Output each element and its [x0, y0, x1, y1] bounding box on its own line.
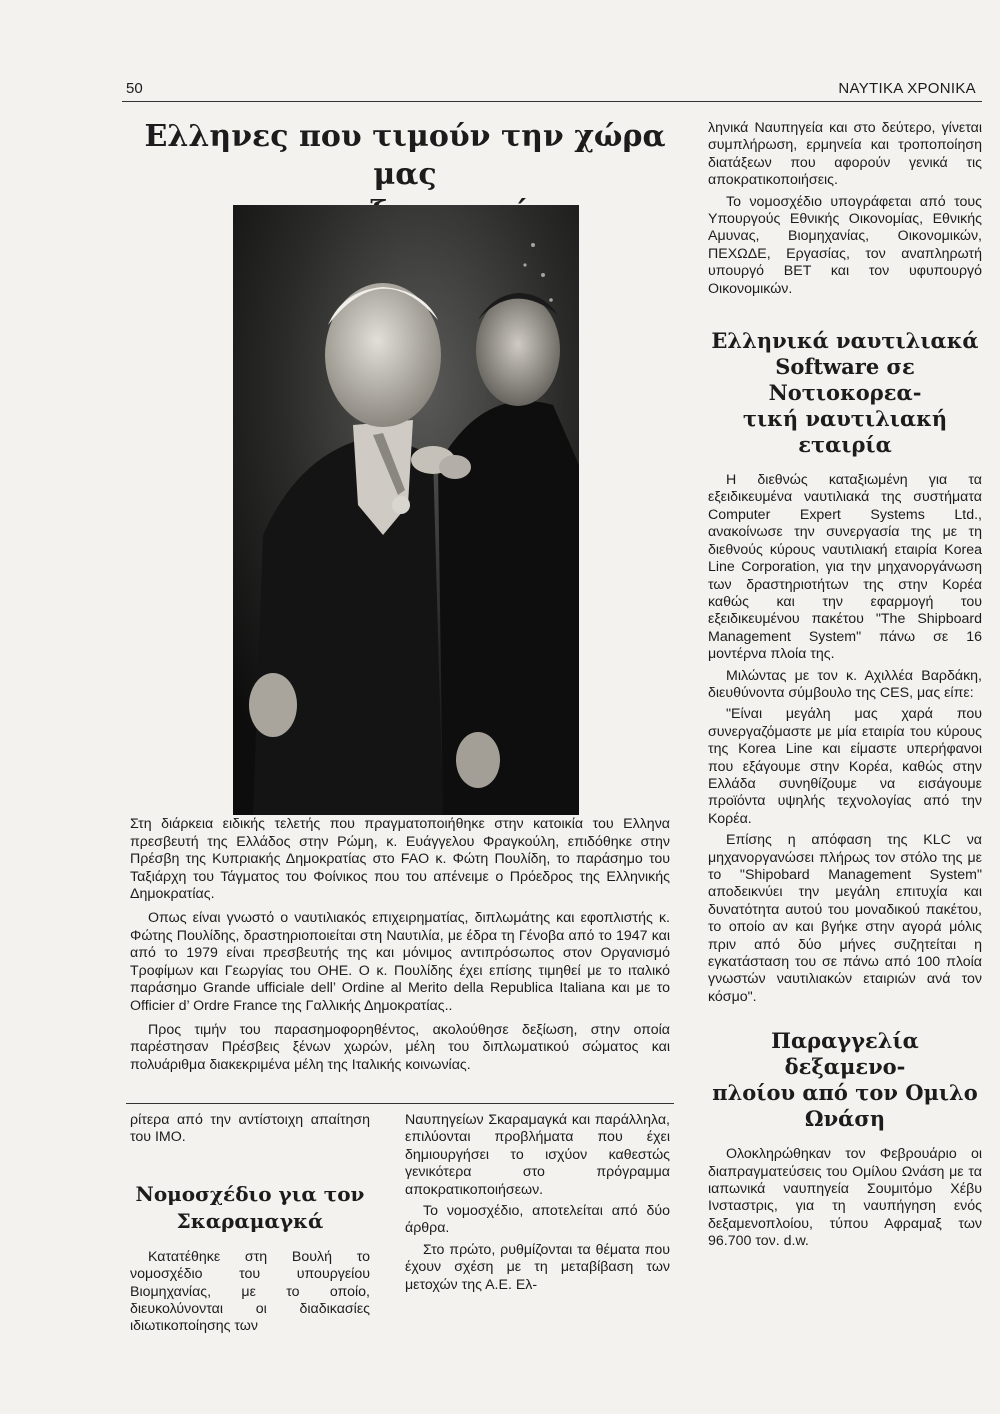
bill-signers-paragraph: Το νομοσχέδιο υπογράφεται από τους Υπουργούς Εθνικής Οικονομίας, Εθνικής Αμυνας, Βιομηχανίας, Οικονομικών, ΠΕΧΩΔΕ, Εργασίας, τον αναπληρωτή υπουργό ΒΕΤ και τον υφυπουργό Οικονομικών.: [708, 193, 982, 297]
main-article-paragraph-2: Οπως είναι γνωστό ο ναυτιλιακός επιχειρηματίας, διπλωμάτης και εφοπλιστής κ. Φώτης Πουλίδης, δραστηριοποιείται στη Ναυτιλία, με έδρα τη Γένοβα από το 1947 και από το 1979 είναι πρεσβευτής της και μόνιμος αντιπρόσωπος στον Οργανισμό Τροφίμων και Γεωργίας του ΟΗΕ. Ο κ. Πουλίδης έχει επίσης τιμηθεί με το ιταλικό παράσημο Grande ufficiale dell’ Ordine al Merito della Republica Italiana και με το Officier d’ Ordre France της Γαλλικής Δημοκρατίας..: [130, 909, 670, 1014]
software-paragraph-2: Μιλώντας με τον κ. Αχιλλέα Βαρδάκη, διευθύνοντα σύμβουλο της CES, μας είπε:: [708, 667, 982, 701]
software-heading-line-2: Software σε Νοτιοκορεα-: [768, 354, 922, 406]
onassis-heading-line-2: πλοίου από τον Ομιλο: [712, 1080, 978, 1106]
skaramagka-heading: [130, 1181, 370, 1235]
software-heading-line-1: Ελληνικά ναυτιλιακά: [711, 328, 979, 354]
main-article-paragraph-3: Προς τιμήν του παρασημοφορηθέντος, ακολούθησε δεξίωση, στην οποία παρέστησαν Πρέσβεις ξένων χωρών, μέλη του διπλωματικού σώματος και πολυάριθμα διακεκριμένα μέλη της Ιταλικής κοινωνίας.: [130, 1021, 670, 1073]
software-paragraph-4: Επίσης η απόφαση της KLC να μηχανοργανώσει πλήρως τον στόλο της με το "Shipobard Management System" αποδεικνύει την μεγάλη επιτυχία και δυνατότητα αυτού του μοναδικού πακέτου, το οποίο αν και βγήκε στην αγορά μόλις πριν από δύο μήνες συζητείται η εγκατάσταση του σε πάνω από 100 πλοία γνωστών ναυτιλιακών εταιριών ανά τον κόσμο".: [708, 832, 982, 1005]
section-divider: [126, 1103, 674, 1104]
right-column: [708, 120, 982, 1255]
ceremony-photo: [233, 205, 579, 815]
skaramagka-paragraph-2: Ναυπηγείων Σκαραμαγκά και παράλληλα, επιλύονται προβλήματα που έχει δημιουργήσει το ισχύον καθεστώς γενικότερα στο πρόγραμμα αποκρατικοποιήσεων.: [405, 1112, 670, 1198]
ceremony-photo-illustration: [233, 205, 579, 815]
page-number: 50: [126, 80, 143, 97]
main-title-line-1: Ελληνες που τιμούν την χώρα μας: [144, 119, 666, 192]
bottom-middle-column: [405, 1112, 670, 1298]
skaramagka-paragraph-4: Στο πρώτο, ρυθμίζονται τα θέματα που έχουν σχέση με τη μεταβίβαση των μετοχών της Α.Ε. Ελ-: [405, 1241, 670, 1293]
bottom-left-column: [130, 1112, 370, 1340]
photo-caption: Στη διάρκεια ειδικής τελετής που πραγματοποιήθηκε στην κατοικία του Ελληνα πρεσβευτή της Ελλάδος στην Ρώμη, κ. Ευάγγελου Φραγκούλη, επιδόθηκε στην Πρέσβη της Κυπριακής Δημοκρατίας στο FAO κ. Φώτη Πουλίδη, το παράσημο του Ταξιάρχη του Τάγματος του Φοίνικος που του απένειμε ο Πρόεδρος της Ελληνικής Δημοκρατίας.: [130, 816, 670, 903]
onassis-heading: [708, 1028, 982, 1132]
software-paragraph-1: Η διεθνώς καταξιωμένη για τα εξειδικευμένα ναυτιλιακά της συστήματα Computer Expert Systems Ltd., ανακοίνωσε την συνεργασία της με τη διεθνούς κύρους ναυτιλιακή εταιρία Korea Line Corporation, για την μηχανοργάνωση των δραστηριοτήτων της στην Κορέα καθώς και την εφαρμογή του εξειδικευμένου πακέτου "The Shipboard Management System" πάνω σε 16 μοντέρνα πλοία της.: [708, 472, 982, 663]
software-heading: [708, 328, 982, 458]
software-heading-line-3: τική ναυτιλιακή εταιρία: [742, 406, 948, 458]
imo-continuation: ρίτερα από την αντίστοιχη απαίτηση του ΙΜΟ.: [130, 1112, 370, 1146]
skaramagka-heading-line-1: Νομοσχέδιο για τον: [135, 1181, 365, 1206]
software-paragraph-3: "Είναι μεγάλη μας χαρά που συνεργαζόμαστε με μία εταιρία του κύρους της Korea Line και είμαστε υπερήφανοι που εξάγουμε στην Κορέα, καθώς στην Ελλάδα συνηθίζουμε να εισάγουμε προϊόντα υψηλής τεχνολογίας από την Κορέα.: [708, 706, 982, 827]
onassis-heading-line-3: Ωνάση: [804, 1106, 886, 1132]
onassis-paragraph-1: Ολοκληρώθηκαν τον Φεβρουάριο οι διαπραγματεύσεις του Ομίλου Ωνάση με τα ιαπωνικά ναυπηγεία Σουμιτόμο Χέβυ Ινσταστρις, για τη ναυπήγηση ενός δεξαμενοπλοίου, τύπου Αφραμαξ των 96.700 τον. d.w.: [708, 1146, 982, 1250]
skaramagka-paragraph-3: Το νομοσχέδιο, αποτελείται από δύο άρθρα.: [405, 1203, 670, 1237]
header-rule: [122, 101, 982, 102]
main-article-body: [130, 816, 670, 1080]
onassis-heading-line-1: Παραγγελία δεξαμενο-: [771, 1028, 919, 1080]
magazine-title: ΝΑΥΤΙΚΑ ΧΡΟΝΙΚΑ: [838, 80, 976, 97]
right-continuation: ληνικά Ναυπηγεία και στο δεύτερο, γίνεται συμπλήρωση, ερμηνεία και τροποποίηση διατάξεων που αφορούν γενικά τις αποκρατικοποιήσεις.: [708, 120, 982, 189]
skaramagka-heading-line-2: Σκαραμαγκά: [176, 1208, 324, 1233]
skaramagka-paragraph-1: Κατατέθηκε στη Βουλή το νομοσχέδιο του υπουργείου Βιομηχανίας, με το οποίο, διευκολύνονται οι διαδικασίες ιδιωτικοποίησης των: [130, 1248, 370, 1335]
